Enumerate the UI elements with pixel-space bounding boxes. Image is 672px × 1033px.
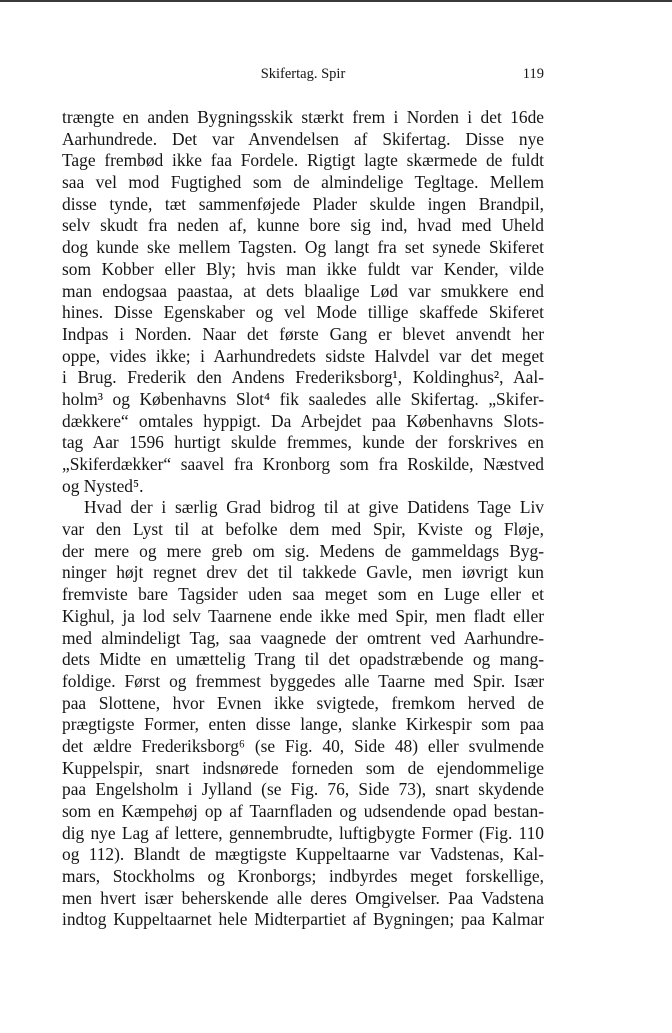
text-line: det ældre Frederiksborg⁶ (se Fig. 40, Side 48) eller svulmende [62, 735, 544, 756]
text-line: hines. Disse Egenskaber og vel Mode tillige skaffede Skiferet [62, 302, 544, 323]
running-head: Skifertag. Spir [260, 66, 346, 82]
text-line: trængte en anden Bygningsskik stærkt frem i Norden i det 16de [62, 107, 544, 127]
text-line: dets Midte en umættelig Trang til det opadstræbende og mang- [62, 649, 544, 670]
text-line: Kuppelspir, snart indsnørede forneden som de ejendommelige [62, 757, 544, 778]
text-line: indtog Kuppeltaarnet hele Midterpartiet af Bygningen; paa Kalmar [62, 909, 544, 930]
text-line: der mere og mere greb om sig. Medens de gammeldags Byg- [62, 540, 544, 561]
text-line: dog kunde ske mellem Tagsten. Og langt fra set synede Skiferet [62, 237, 544, 258]
text-line: disse tynde, tæt sammenføjede Plader skulde ingen Brandpil, [62, 193, 544, 214]
text-line: saa vel mod Fugtighed som de almindelige Tegltage. Mellem [62, 172, 544, 193]
text-line: oppe, vides ikke; i Aarhundredets sidste Halvdel var det meget [62, 345, 544, 366]
body-text [62, 107, 544, 931]
text-line: paa Slottene, hvor Evnen ikke svigtede, fremkom herved de [62, 692, 544, 713]
text-line: „Skiferdækker“ saavel fra Kronborg som fra Roskilde, Næstved [62, 454, 544, 474]
text-line: i Brug. Frederik den Andens Frederiksborg¹, Koldinghus², Aal- [62, 367, 544, 388]
text-line: paa Engelsholm i Jylland (se Fig. 76, Side 73), snart skydende [62, 779, 544, 800]
text-line: som Kobber eller Bly; hvis man ikke fuldt var Kender, vilde [62, 258, 544, 279]
text-line: Tage frembød ikke faa Fordele. Rigtigt lagte skærmede de fuldt [62, 150, 544, 171]
text-line: med almindeligt Tag, saa vaagnede der omtrent ved Aarhundre- [62, 627, 544, 648]
text-line: men hvert især beherskende alle deres Omgivelser. Paa Vadstena [62, 887, 544, 908]
text-line: som en Kæmpehøj op af Taarnfladen og udsendende opad bestan- [62, 801, 544, 821]
text-line: selv skudt fra neden af, kunne bore sig ind, hvad med Uheld [62, 215, 544, 236]
page-number: 119 [522, 66, 544, 82]
text-line: foldige. Først og fremmest byggedes alle Taarne med Spir. Især [62, 670, 544, 691]
text-line: tag Aar 1596 hurtigt skulde fremmes, kunde der forskrives en [62, 432, 544, 453]
text-line: holm³ og Københavns Slot⁴ fik saaledes alle Skifertag. „Skifer- [62, 388, 544, 409]
text-line: man endogsaa paastaa, at dets blaalige Lød var smukkere end [62, 280, 544, 301]
text-line: dækkere“ omtales hyppigt. Da Arbejdet paa Københavns Slots- [62, 410, 544, 431]
text-line: Indpas i Norden. Naar det første Gang er blevet anvendt her [62, 323, 544, 344]
text-line: Hvad der i særlig Grad bidrog til at give Datidens Tage Liv [84, 497, 544, 518]
text-line: prægtigste Former, enten disse lange, slanke Kirkespir som paa [62, 714, 544, 735]
text-line: og Nysted⁵. [62, 475, 144, 496]
text-line: dig nye Lag af lettere, gennembrudte, luftigbygte Former (Fig. 110 [62, 822, 544, 843]
text-line: var den Lyst til at befolke dem med Spir, Kviste og Fløje, [62, 519, 544, 540]
text-line: Kighul, ja lod selv Taarnene ende ikke med Spir, men fladt eller [62, 605, 544, 626]
text-line: og 112). Blandt de mægtigste Kuppeltaarne var Vadstenas, Kal- [62, 844, 544, 865]
text-line: ninger højt regnet drev det til takkede Gavle, men iøvrigt kun [62, 562, 544, 583]
text-line: fremviste bare Tagsider uden saa meget som en Luge eller et [62, 584, 544, 605]
page-header [62, 66, 544, 88]
text-line: mars, Stockholms og Kronborgs; indbyrdes meget forskellige, [62, 866, 544, 887]
top-edge-rule [0, 0, 672, 2]
text-line: Aarhundrede. Det var Anvendelsen af Skifertag. Disse nye [62, 128, 544, 149]
